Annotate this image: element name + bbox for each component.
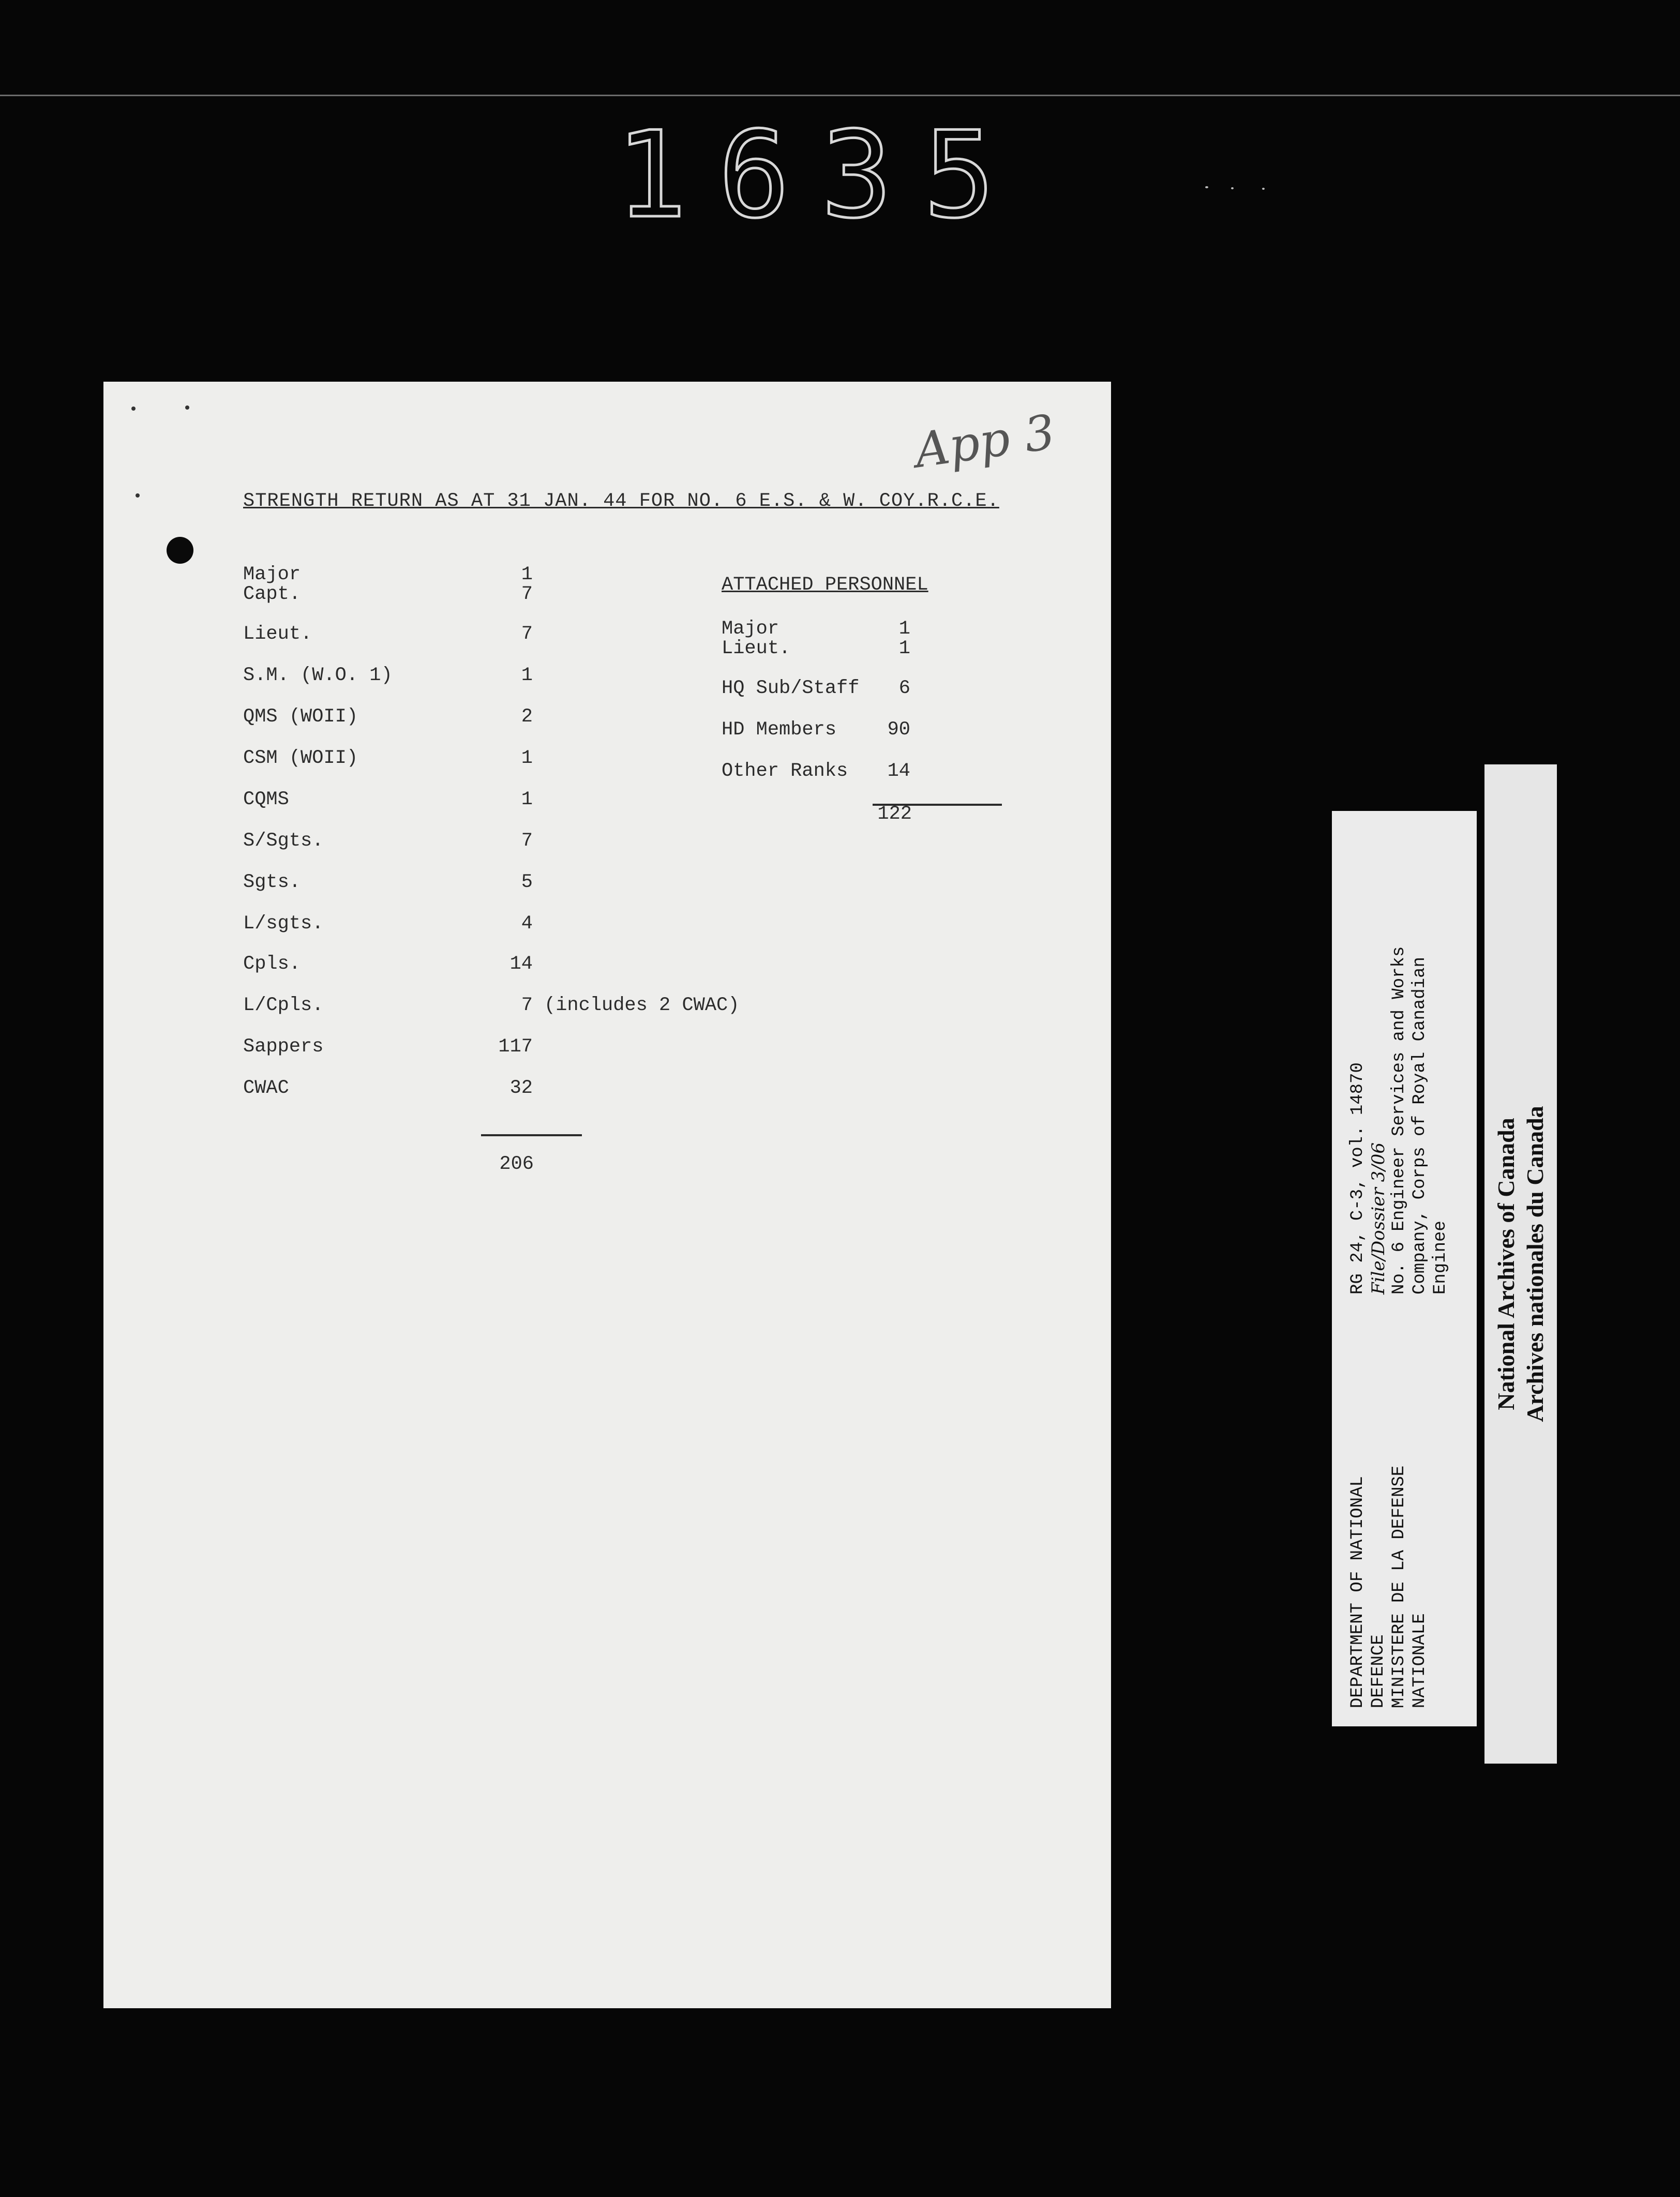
- archives-english: National Archives of Canada: [1493, 1118, 1519, 1410]
- document-page: [103, 382, 1111, 2008]
- attached-count: 90: [887, 719, 910, 741]
- attached-personnel-title: ATTACHED PERSONNEL: [722, 574, 928, 596]
- paper-speck: [131, 407, 136, 411]
- rank-count: 1: [521, 564, 533, 585]
- rank-count: 7: [521, 583, 533, 605]
- attached-label: Major: [722, 618, 779, 640]
- rank-count: 7: [521, 830, 533, 852]
- rank-label: Lieut.: [243, 623, 312, 645]
- frame-number: 1635: [616, 107, 1026, 245]
- attached-count: 14: [887, 760, 910, 782]
- rank-label: CWAC: [243, 1077, 289, 1099]
- dept-line: MINISTERE DE LA DEFENSE: [1389, 1465, 1409, 1708]
- rank-count: 1: [521, 665, 533, 686]
- total-strength: 206: [499, 1153, 534, 1175]
- rank-label: L/Cpls.: [243, 995, 324, 1016]
- rank-count: 1: [521, 747, 533, 769]
- film-speck: [1262, 188, 1265, 190]
- rank-count: 7: [521, 623, 533, 645]
- attached-label: Other Ranks: [722, 760, 848, 782]
- rank-count: 1: [521, 789, 533, 810]
- dept-line: DEFENCE: [1369, 1634, 1388, 1708]
- rank-count: 14: [509, 953, 533, 975]
- rank-label: S.M. (W.O. 1): [243, 665, 393, 686]
- rank-count: 2: [521, 706, 533, 728]
- document-heading: STRENGTH RETURN AS AT 31 JAN. 44 FOR NO. 6 E.S. & W. COY.R.C.E.: [243, 490, 999, 512]
- attached-label: HQ Sub/Staff: [722, 678, 860, 699]
- record-group-line: RG 24, C-3, vol. 14870: [1348, 1062, 1368, 1295]
- handwritten-annotation: App 3: [911, 404, 1059, 479]
- reference-block: [1347, 829, 1451, 1295]
- rank-label: Sgts.: [243, 871, 301, 893]
- attached-label: HD Members: [722, 719, 837, 741]
- rank-label: Sappers: [243, 1036, 324, 1058]
- rank-label: CQMS: [243, 789, 289, 810]
- rank-label: Cpls.: [243, 953, 301, 975]
- paper-speck: [136, 493, 140, 498]
- attached-count: 6: [898, 678, 910, 699]
- rank-label: Major: [243, 564, 301, 585]
- rank-label: L/sgts.: [243, 913, 324, 935]
- rank-count: 117: [498, 1036, 533, 1058]
- dept-line: DEPARTMENT OF NATIONAL: [1348, 1476, 1368, 1708]
- rank-count: 4: [521, 913, 533, 935]
- desc-line: Enginee: [1431, 1221, 1450, 1295]
- attached-count: 1: [898, 638, 910, 659]
- desc-line: Company, Corps of Royal Canadian: [1410, 957, 1430, 1295]
- rank-count: 5: [521, 871, 533, 893]
- rank-note: (includes 2 CWAC): [544, 995, 740, 1016]
- national-archives-label: [1484, 764, 1557, 1764]
- film-speck: [1231, 187, 1234, 189]
- attached-label: Lieut.: [722, 638, 791, 659]
- desc-line: No. 6 Engineer Services and Works: [1389, 946, 1409, 1295]
- rank-label: S/Sgts.: [243, 830, 324, 852]
- rank-label: Capt.: [243, 583, 301, 605]
- punch-hole: [167, 537, 193, 564]
- rank-label: QMS (WOII): [243, 706, 358, 728]
- film-top-line: [0, 95, 1680, 96]
- paper-speck: [185, 405, 189, 410]
- department-block: [1347, 1419, 1430, 1708]
- film-speck: [1205, 186, 1208, 188]
- attached-count: 1: [898, 618, 910, 640]
- rank-count: 7: [521, 995, 533, 1016]
- total-rule: [481, 1134, 582, 1136]
- file-line: File/Dossier 3/06: [1368, 1142, 1389, 1295]
- archive-reference-label: [1332, 811, 1477, 1726]
- attached-total: 122: [877, 803, 912, 825]
- dept-line: NATIONALE: [1410, 1613, 1430, 1708]
- rank-count: 32: [509, 1077, 533, 1099]
- rank-label: CSM (WOII): [243, 747, 358, 769]
- archives-french: Archives nationales du Canada: [1522, 1106, 1548, 1422]
